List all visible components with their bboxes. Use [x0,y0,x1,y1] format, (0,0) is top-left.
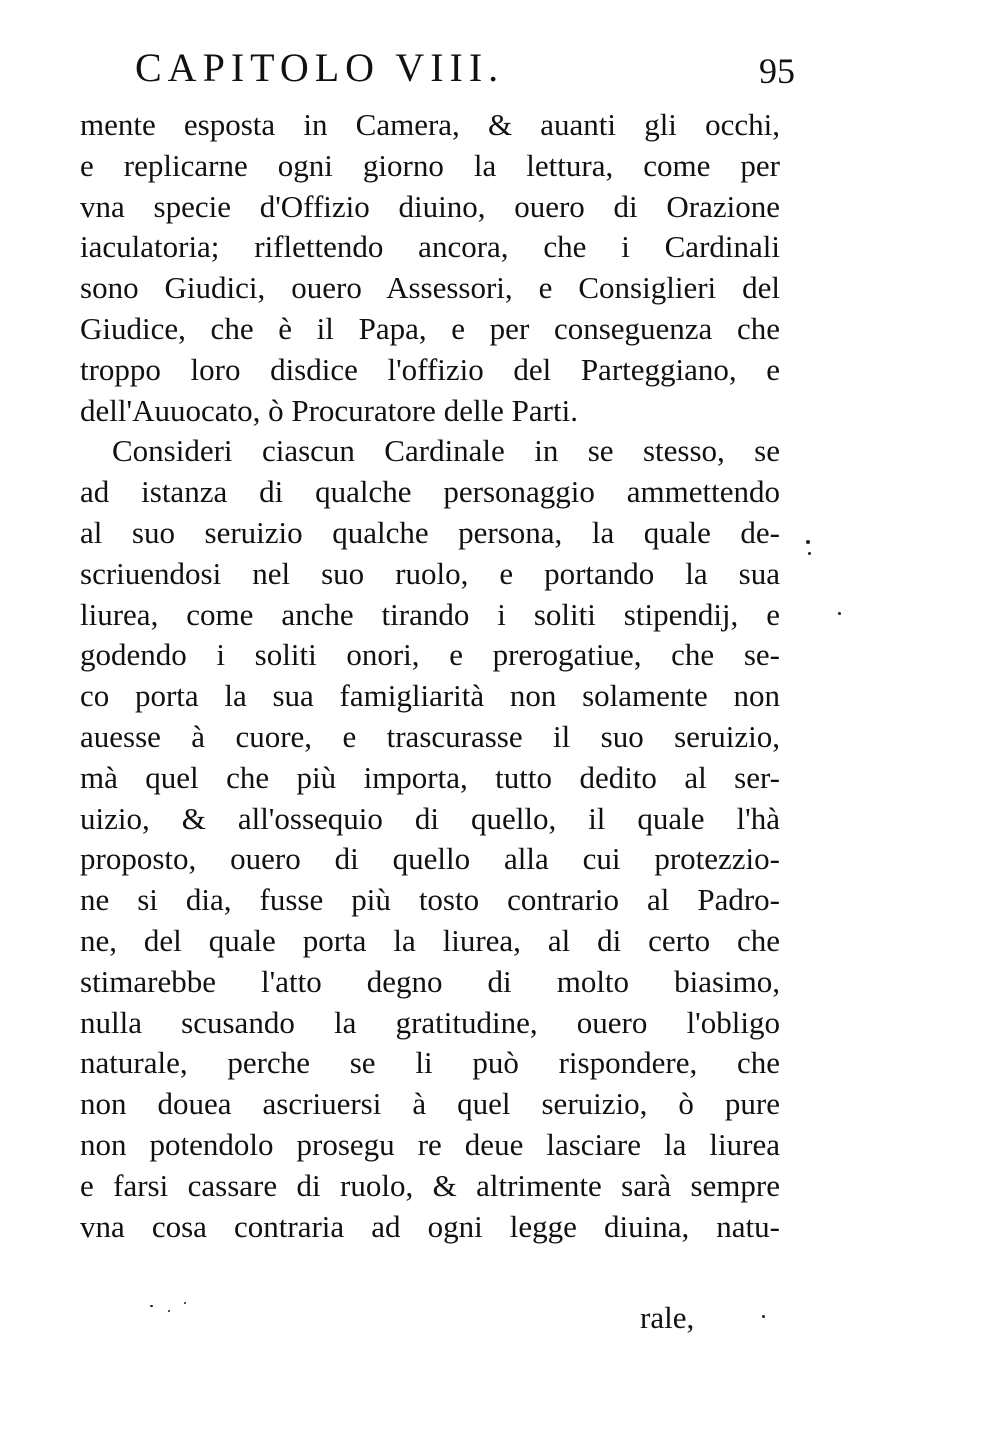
text-line: scriuendosi nel suo ruolo, e portando la sua [80,555,780,591]
text-line: sono Giudici, ouero Assessori, e Consiglieri del [80,270,780,306]
text-line: proposto, ouero di quello alla cui protezzio- [80,841,780,877]
running-title: CAPITOLO VIII. [135,45,505,90]
text-line: e farsi cassare di ruolo, & altrimente sarà sempre [80,1167,780,1203]
text-line: troppo loro disdice l'offizio del Parteggiano, e [80,351,780,387]
text-line: vna specie d'Offizio diuino, ouero di Orazione [80,188,780,224]
text-line: ne si dia, fusse più tosto contrario al Padro- [80,882,780,918]
ink-speck [808,552,811,555]
text-line: e replicarne ogni giorno la lettura, come per [80,147,780,183]
text-line: non douea ascriuersi à quel seruizio, ò pure [80,1086,780,1122]
ink-speck [806,540,810,544]
ink-speck [150,1305,153,1307]
text-line: al suo seruizio qualche persona, la quale de- [80,514,780,550]
ink-speck [762,1315,765,1318]
text-line: Giudice, che è il Papa, e per conseguenza che [80,310,780,346]
paragraph-start-line: Consideri ciascun Cardinale in se stesso, se [112,433,780,469]
ink-speck [838,612,841,615]
text-line: nulla scusando la gratitudine, ouero l'obligo [80,1004,780,1040]
running-head [135,40,795,100]
text-line: ne, del quale porta la liurea, al di certo che [80,922,780,958]
body-text [80,105,780,1247]
ink-speck [184,1302,186,1304]
text-line: iaculatoria; riflettendo ancora, che i Cardinali [80,229,780,265]
catchword: rale, [640,1300,695,1335]
ink-speck [168,1310,170,1312]
text-line: mente esposta in Camera, & auanti gli occhi, [80,107,780,142]
text-line: mà quel che più importa, tutto dedito al ser- [80,759,780,795]
text-line: stimarebbe l'atto degno di molto biasimo, [80,963,780,999]
page-number: 95 [759,51,795,91]
text-line: auesse à cuore, e trascurasse il suo seruizio, [80,718,780,754]
text-line: uizio, & all'ossequio di quello, il quale l'hà [80,800,780,836]
text-line: liurea, come anche tirando i soliti stipendij, e [80,596,780,632]
text-line: co porta la sua famigliarità non solamente non [80,678,780,714]
text-line: ad istanza di qualche personaggio ammettendo [80,474,780,510]
text-line: non potendolo prosegu re deue lasciare la liurea [80,1126,780,1162]
text-line: naturale, perche se li può rispondere, che [80,1045,780,1081]
text-line: godendo i soliti onori, e prerogatiue, che se- [80,637,780,673]
text-line: vna cosa contraria ad ogni legge diuina, natu- [80,1208,780,1244]
text-line: dell'Auuocato, ò Procuratore delle Parti. [80,392,578,428]
